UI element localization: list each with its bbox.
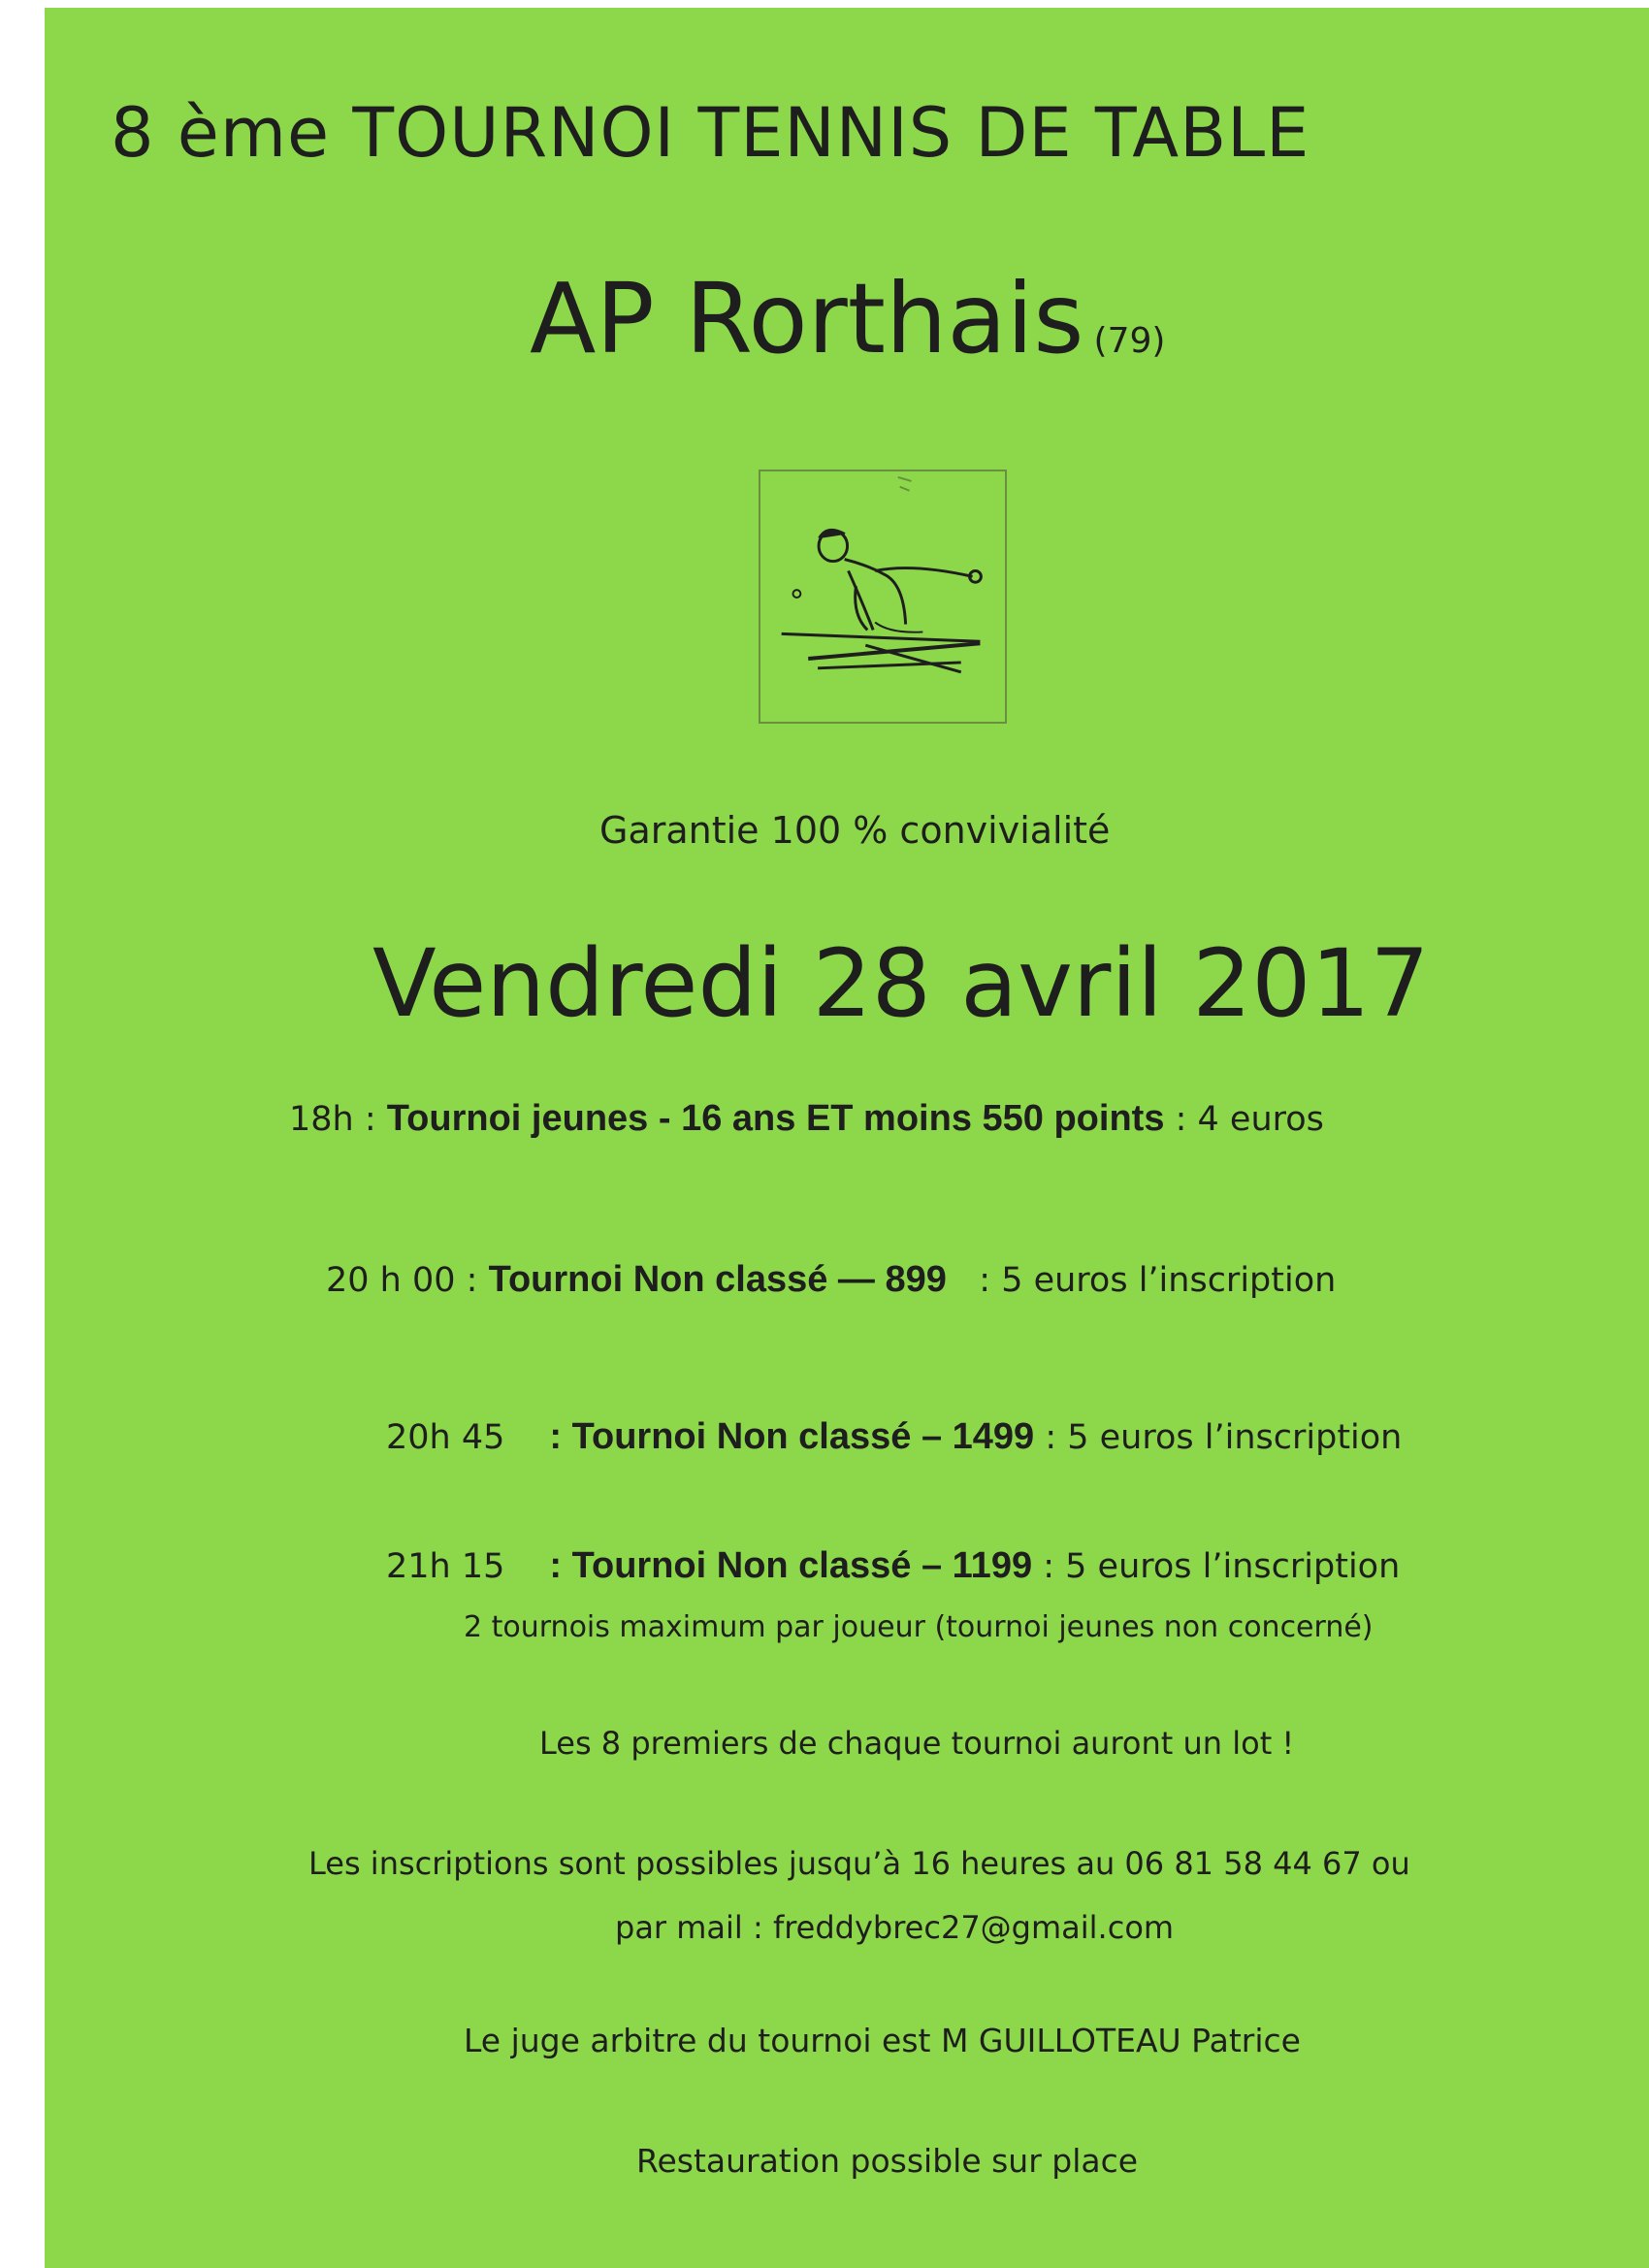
department-number: (79) — [1093, 321, 1166, 361]
schedule-row-3 — [386, 1416, 1402, 1458]
schedule-price: : 5 euros l’inscription — [979, 1261, 1337, 1300]
schedule-time: 18h : — [289, 1100, 376, 1139]
club-name — [530, 262, 1165, 375]
schedule-price: : 5 euros l’inscription — [1043, 1547, 1401, 1586]
registration-phone-line: Les inscriptions sont possibles jusqu’à 16 heures au 06 81 58 44 67 ou — [308, 1845, 1410, 1882]
schedule-price: : 5 euros l’inscription — [1045, 1418, 1403, 1457]
catering-line: Restauration possible sur place — [636, 2142, 1139, 2180]
schedule-event: : Tournoi Non classé – 1199 — [549, 1545, 1033, 1586]
schedule-row-1 — [289, 1098, 1324, 1140]
schedule-time: 20h 45 — [386, 1418, 505, 1457]
tournament-title: 8 ème TOURNOI TENNIS DE TABLE — [111, 93, 1310, 173]
schedule-price: : 4 euros — [1175, 1100, 1324, 1139]
schedule-event: Tournoi jeunes - 16 ans ET moins 550 points — [386, 1098, 1165, 1139]
event-date: Vendredi 28 avril 2017 — [372, 929, 1430, 1038]
schedule-row-2 — [326, 1259, 1336, 1301]
schedule-row-4 — [386, 1545, 1400, 1587]
schedule-time: 20 h 00 : — [326, 1261, 478, 1300]
slogan: Garantie 100 % convivialité — [599, 809, 1111, 852]
schedule-time: 21h 15 — [386, 1547, 505, 1586]
registration-mail-line: par mail : freddybrec27@gmail.com — [615, 1909, 1175, 1946]
ping-pong-player-icon — [759, 470, 1007, 724]
schedule-event: Tournoi Non classé — 899 — [488, 1259, 947, 1300]
max-tournaments-note: 2 tournois maximum par joueur (tournoi jeunes non concerné) — [464, 1610, 1374, 1644]
schedule-event: : Tournoi Non classé – 1499 — [549, 1416, 1035, 1457]
club-name-text: AP Rorthais — [530, 262, 1084, 375]
flyer-page — [45, 8, 1649, 2268]
prizes-note: Les 8 premiers de chaque tournoi auront un lot ! — [539, 1725, 1295, 1762]
referee-line: Le juge arbitre du tournoi est M GUILLOTEAU Patrice — [464, 2022, 1301, 2059]
